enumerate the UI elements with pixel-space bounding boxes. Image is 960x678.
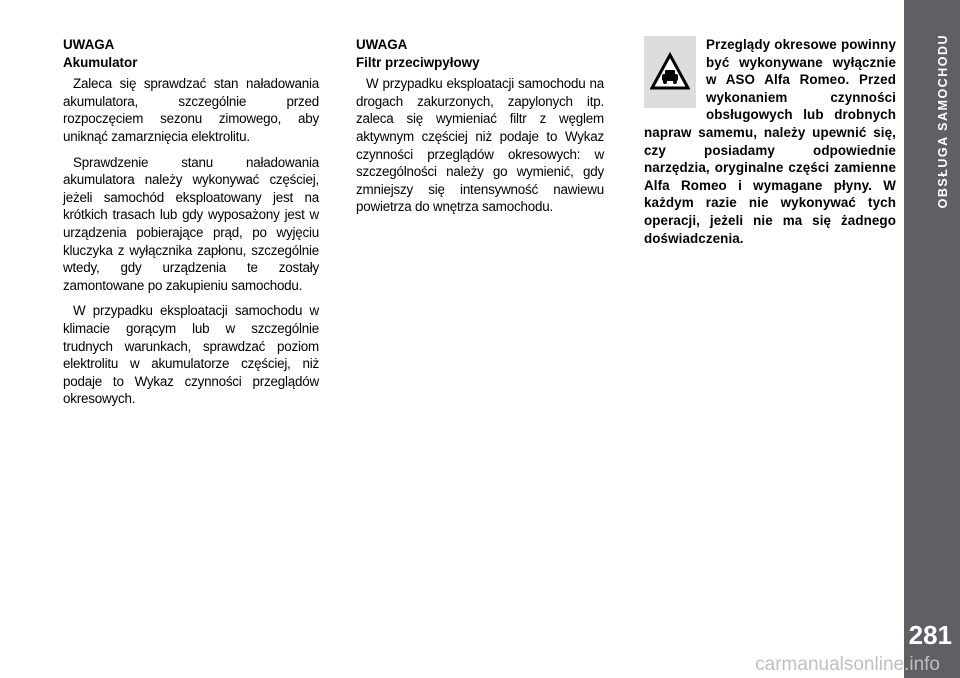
car-warning-icon	[644, 36, 696, 108]
section-sidebar	[904, 0, 960, 678]
heading-filtr: Filtr przeciwpyłowy	[356, 54, 480, 70]
page-number: 281	[908, 620, 952, 650]
warning-text: Przeglądy okresowe powinny być wykonywane wyłącznie w ASO Alfa Romeo. Przed wykonaniem czynności obsługowych lub drobnych napraw samemu, należy upewnić się, czy posiadamy odpowiednie narzędzia, oryginalne części zamienne Alfa Romeo i wymagane płyny. W każdym razie nie wykonywać tych operacji, jeżeli nie ma się żadnego doświadczenia.	[644, 37, 896, 246]
column-filtr	[356, 36, 604, 224]
heading-uwaga: UWAGA	[356, 37, 408, 52]
paragraph: Zaleca się sprawdzać stan naładowania akumulatora, szczególnie przed rozpoczęciem sezonu zimowego, aby uniknąć zamarznięcia elektrolitu.	[63, 76, 319, 144]
paragraph: Sprawdzenie stanu naładowania akumulatora należy wykonywać częściej, jeżeli samochód eksploatowany jest na krótkich trasach lub gdy wyposażony jest w urządzenia pobierające prąd, po wyjęciu kluczyka z wyłącznika zapłonu, szczególnie wtedy, gdy urządzenia te zostały zamontowane po zakupieniu samochodu.	[63, 154, 319, 293]
paragraph: W przypadku eksploatacji samochodu na drogach zakurzonych, zapylonych itp. zaleca się wymieniać filtr z węglem aktywnym częściej niż podaje to Wykaz czynności przeglądów okresowych: w szczególności należy go wymienić, gdy zmniejszy się intensywność nawiewu powietrza do wnętrza samochodu.	[356, 76, 604, 215]
heading-uwaga: UWAGA	[63, 37, 115, 52]
column-akumulator	[63, 36, 319, 416]
column-warning	[644, 36, 896, 247]
heading-akumulator: Akumulator	[63, 54, 138, 70]
section-title: OBSŁUGA SAMOCHODU	[936, 34, 950, 209]
paragraph: W przypadku eksploatacji samochodu w klimacie gorącym lub w szczególnie trudnych warunkach, sprawdzać poziom elektrolitu w akumulatorze częściej, niż podaje to Wykaz czynności przeglądów okresowych.	[63, 303, 319, 407]
watermark: carmanualsonline.info	[755, 654, 940, 675]
